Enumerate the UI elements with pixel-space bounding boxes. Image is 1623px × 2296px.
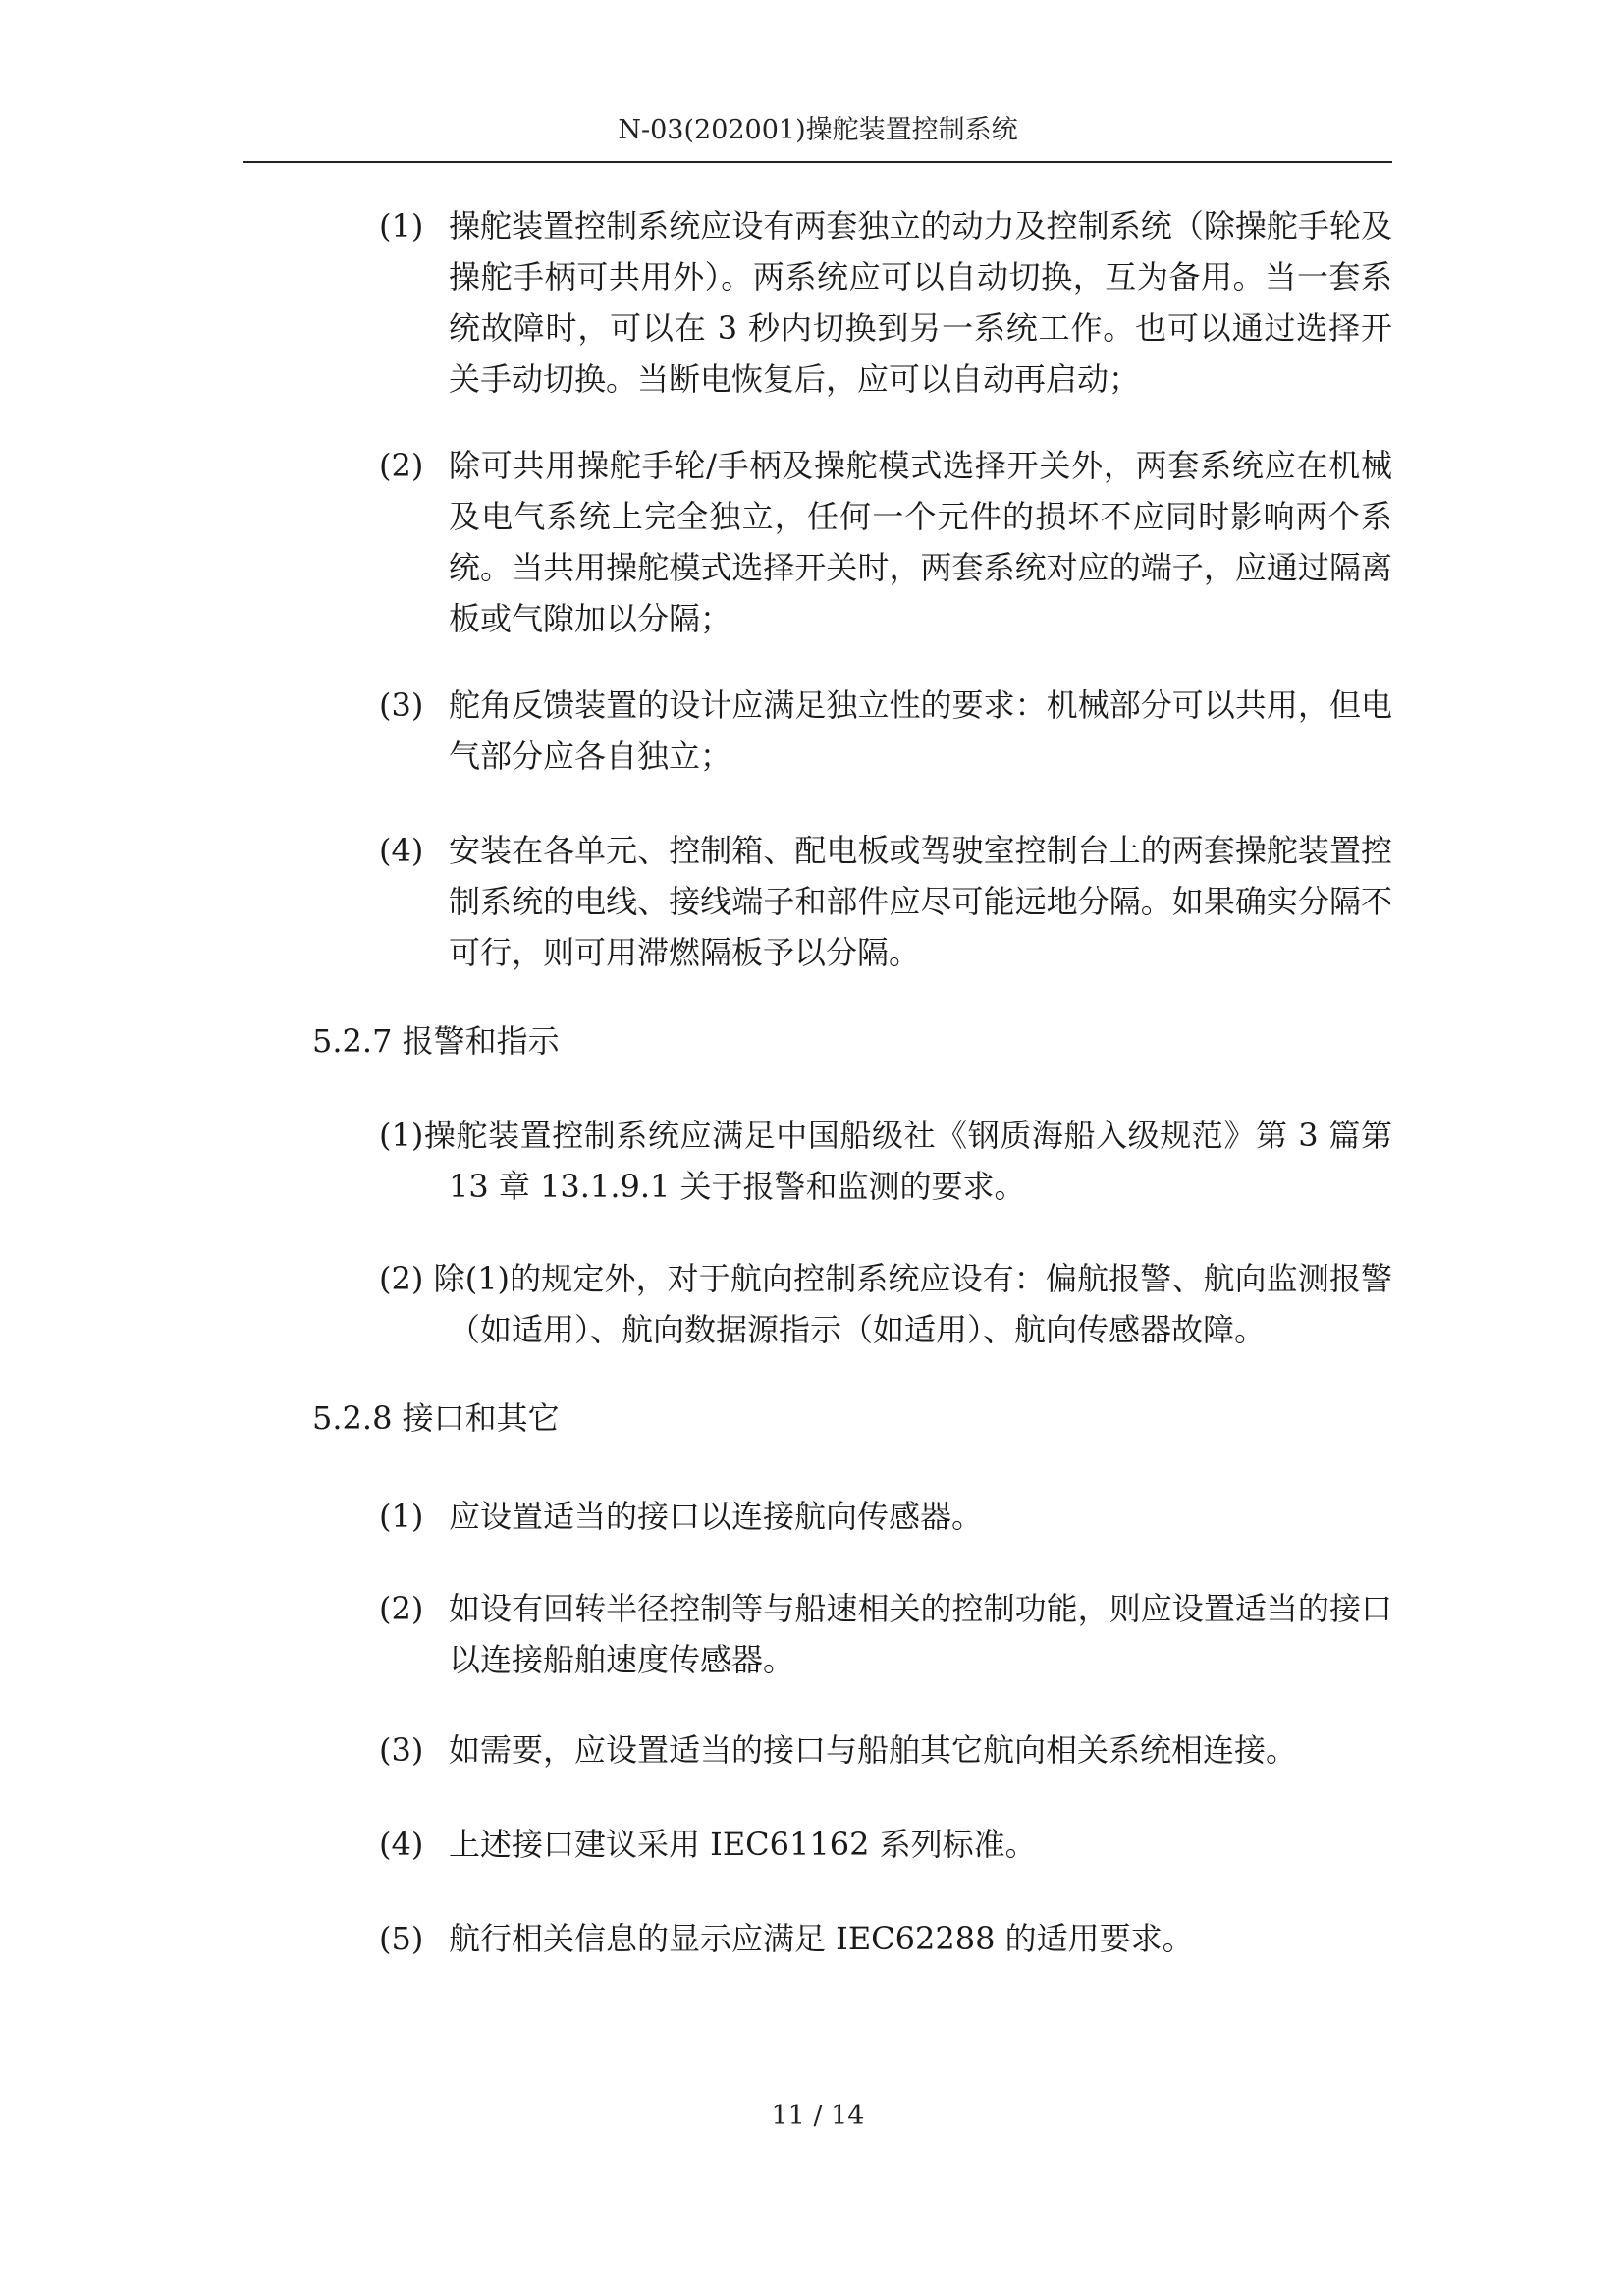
list-item-527-1: (1)操舵装置控制系统应满足中国船级社《钢质海船入级规范》第 3 篇第 13 章 13.1.9.1 关于报警和监测的要求。 [379,1117,1392,1205]
item-text: 应设置适当的接口以连接航向传感器。 [449,1498,984,1535]
page-header: N-03(202001)操舵装置控制系统 [618,115,1018,145]
list-item-528-3 [379,1724,1392,1776]
item-marker: (1) [379,1498,424,1535]
item-text: 操舵装置控制系统应设有两套独立的动力及控制系统（除操舵手轮及操舵手柄可共用外）。两系统应可以自动切换，互为备用。当一套系统故障时，可以在 3 秒内切换到另一系统工作。也可以通过选择开关手动切换。当断电恢复后，应可以自动再启动； [449,207,1392,398]
list-item-527-2: (2) 除(1)的规定外，对于航向控制系统应设有：偏航报警、航向监测报警（如适用）、航向数据源指示（如适用）、航向传感器故障。 [379,1260,1392,1348]
item-marker: (2) [379,1590,424,1627]
item-marker: (4) [379,832,424,869]
item-text: 如需要，应设置适当的接口与船舶其它航向相关系统相连接。 [449,1731,1298,1769]
item-marker: (3) [379,686,424,724]
list-item-526-4 [379,825,1392,978]
item-marker: (4) [379,1826,424,1863]
list-item-528-2 [379,1583,1392,1685]
list-item-528-5 [379,1913,1392,1964]
item-text: 安装在各单元、控制箱、配电板或驾驶室控制台上的两套操舵装置控制系统的电线、接线端子和部件应尽可能远地分隔。如果确实分隔不可行，则可用滞燃隔板予以分隔。 [449,832,1392,971]
item-marker: (5) [379,1920,424,1957]
page-number: 11 / 14 [771,2101,865,2131]
list-item-528-4 [379,1819,1392,1870]
item-text: 除可共用操舵手轮/手柄及操舵模式选择开关外，两套系统应在机械及电气系统上完全独立，任何一个元件的损坏不应同时影响两个系统。当共用操舵模式选择开关时，两套系统对应的端子，应通过隔离板或气隙加以分隔； [449,447,1392,637]
section-heading-527: 5.2.7 报警和指示 [312,1022,560,1060]
item-text: 上述接口建议采用 IEC61162 系列标准。 [449,1826,1037,1863]
item-marker: (3) [379,1731,424,1769]
item-text: 如设有回转半径控制等与船速相关的控制功能，则应设置适当的接口以连接船舶速度传感器。 [449,1590,1392,1678]
section-heading-528: 5.2.8 接口和其它 [312,1399,560,1437]
item-marker: (1) [379,207,424,245]
list-item-526-2 [379,440,1392,644]
item-marker: (2) [379,447,424,484]
list-item-528-1 [379,1491,1392,1542]
header-rule [243,161,1392,163]
list-item-526-3 [379,680,1392,782]
list-item-526-1 [379,200,1392,405]
item-text: 舵角反馈装置的设计应满足独立性的要求：机械部分可以共用，但电气部分应各自独立； [449,686,1392,775]
item-text: 航行相关信息的显示应满足 IEC62288 的适用要求。 [449,1920,1194,1957]
